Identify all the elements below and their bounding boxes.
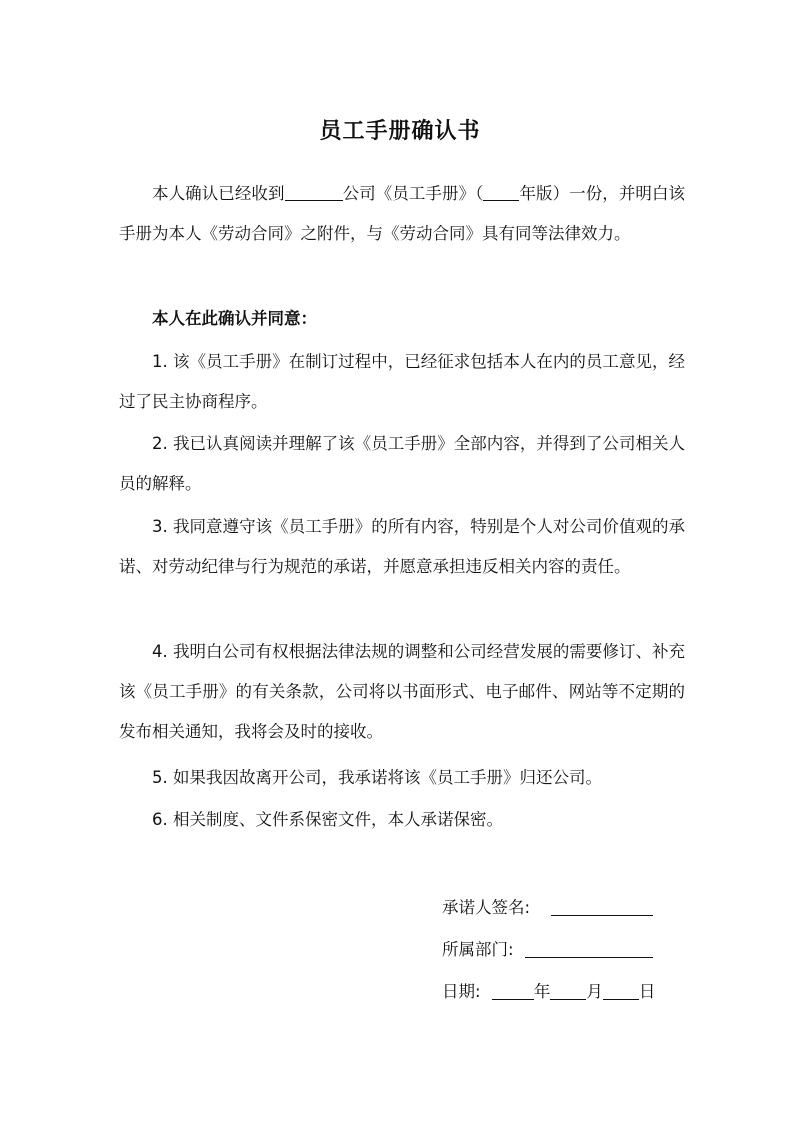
intro-text-3: 年版）一份，并明白该手册为本人《劳动合同》之附件，与《劳动合同》具有同等法律效力。 xyxy=(119,184,685,243)
list-item: 2. 我已认真阅读并理解了该《员工手册》全部内容，并得到了公司相关人员的解释。 xyxy=(119,434,685,493)
date-day-field[interactable] xyxy=(603,981,639,1000)
department-row xyxy=(442,936,653,960)
list-item: 3. 我同意遵守该《员工手册》的所有内容，特别是个人对公司价值观的承诺、对劳动纪律与行为规范的承诺，并愿意承担违反相关内容的责任。 xyxy=(119,517,685,576)
date-row xyxy=(442,978,655,1002)
signer-row xyxy=(442,894,653,918)
edition-year-blank[interactable] xyxy=(483,182,519,201)
list-item: 6. 相关制度、文件系保密文件，本人承诺保密。 xyxy=(152,810,503,829)
intro-paragraph xyxy=(119,174,685,254)
list-item: 5. 如果我因故离开公司，我承诺将该《员工手册》归还公司。 xyxy=(152,768,602,787)
date-label: 日期: xyxy=(442,982,481,1001)
signer-label: 承诺人签名: xyxy=(442,898,531,917)
date-day-char: 日 xyxy=(638,982,656,1001)
date-month-char: 月 xyxy=(586,982,603,1001)
signer-signature-field[interactable] xyxy=(551,897,653,916)
list-item: 1. 该《员工手册》在制订过程中，已经征求包括本人在内的员工意见，经过了民主协商程序。 xyxy=(119,352,685,411)
confirm-heading: 本人在此确认并同意： xyxy=(152,309,317,328)
date-year-field[interactable] xyxy=(492,981,534,1000)
intro-text-2: 公司《员工手册》（ xyxy=(342,184,484,203)
intro-text-1: 本人确认已经收到 xyxy=(152,184,285,203)
date-year-char: 年 xyxy=(533,982,551,1001)
date-month-field[interactable] xyxy=(550,981,586,1000)
company-name-blank[interactable] xyxy=(285,182,343,201)
department-label: 所属部门: xyxy=(442,940,514,959)
document-title: 员工手册确认书 xyxy=(319,119,481,144)
department-field[interactable] xyxy=(525,939,653,958)
list-item: 4. 我明白公司有权根据法律法规的调整和公司经营发展的需要修订、补充该《员工手册》的有关条款，公司将以书面形式、电子邮件、网站等不定期的发布相关通知，我将会及时的接收。 xyxy=(119,642,685,741)
